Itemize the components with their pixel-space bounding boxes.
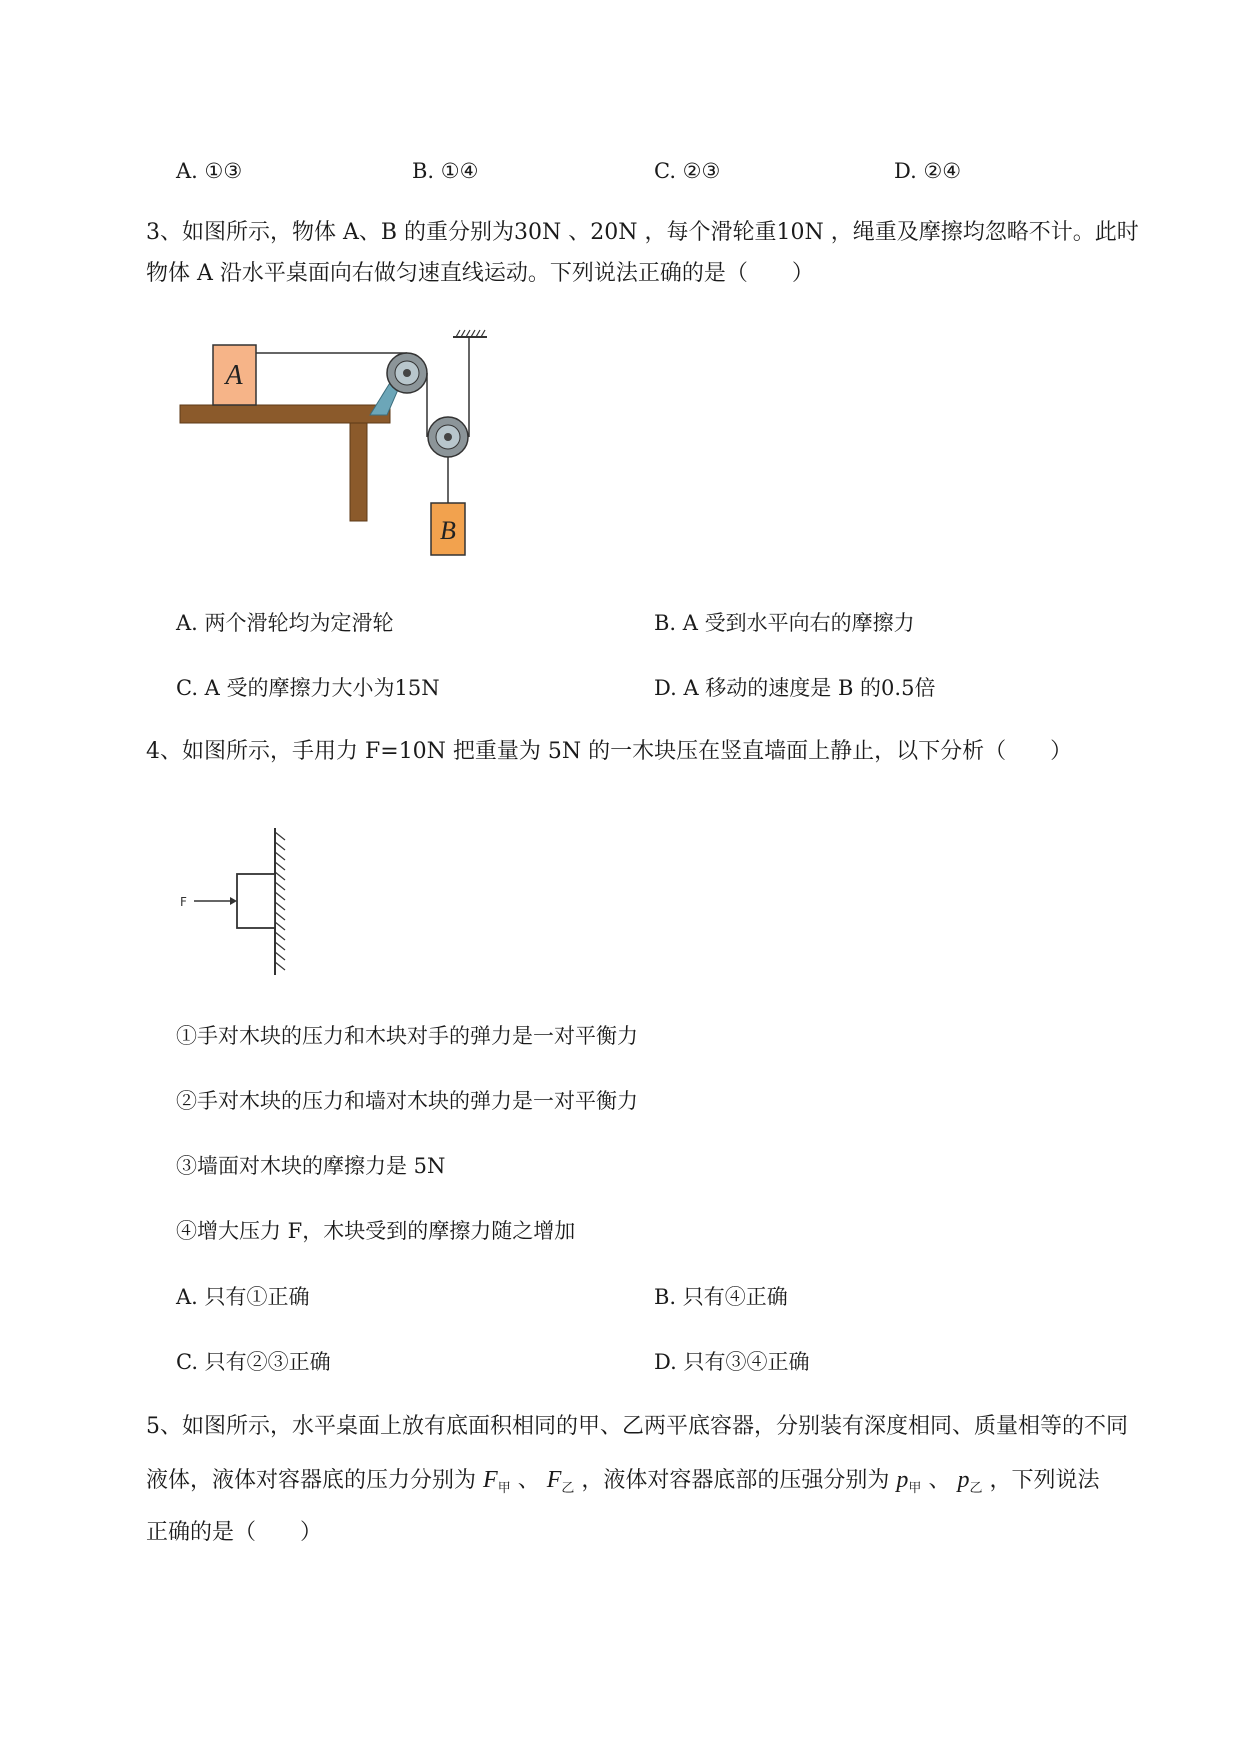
question-5-line-2 — [146, 1466, 1099, 1503]
option-b: B. ①④ — [412, 159, 479, 183]
q3-option-c: C. A 受的摩擦力大小为15N — [176, 676, 440, 700]
force-jia-sub: 甲 — [497, 1481, 511, 1496]
block-a-label: A — [225, 360, 243, 391]
force-jia-symbol: F — [483, 1467, 498, 1493]
question-4-line-1: 4、如图所示，手用力 F=10N 把重量为 5N 的一木块压在竖直墙面上静止，以下分析（ ） — [146, 739, 1073, 764]
table-top — [180, 405, 390, 423]
force-yi-symbol: F — [546, 1467, 562, 1493]
q5-sep-2: 、 — [928, 1468, 951, 1493]
wood-block — [237, 874, 275, 928]
q3-option-d: D. A 移动的速度是 B 的0.5倍 — [654, 676, 936, 700]
question-5-line-1: 5、如图所示，水平桌面上放有底面积相同的甲、乙两平底容器，分别装有深度相同、质量相等的不同 — [146, 1414, 1129, 1439]
q4-option-d: D. 只有③④正确 — [654, 1350, 810, 1374]
pressure-yi-sub: 乙 — [969, 1481, 983, 1496]
pressure-jia-sub: 甲 — [908, 1481, 922, 1496]
q4-statement-3: ③墙面对木块的摩擦力是 5N — [176, 1154, 446, 1178]
option-a: A. ①③ — [176, 159, 243, 183]
q4-option-b: B. 只有④正确 — [654, 1285, 788, 1309]
force-label: F — [180, 895, 187, 909]
q4-statement-4: ④增大压力 F，木块受到的摩擦力随之增加 — [176, 1219, 576, 1243]
q4-option-a: A. 只有①正确 — [176, 1285, 310, 1309]
question-5-line-3: 正确的是（ ） — [146, 1520, 323, 1545]
q5-sep-1: 、 — [517, 1468, 540, 1493]
q4-statement-2: ②手对木块的压力和墙对木块的弹力是一对平衡力 — [176, 1089, 638, 1113]
q3-option-a: A. 两个滑轮均为定滑轮 — [176, 611, 394, 635]
q5-text-c: ，下列说法 — [989, 1468, 1100, 1493]
block-b-label: B — [440, 516, 456, 545]
force-yi-sub: 乙 — [561, 1481, 575, 1496]
question-3-line-2: 物体 A 沿水平桌面向右做匀速直线运动。下列说法正确的是（ ） — [146, 261, 814, 286]
option-d: D. ②④ — [894, 159, 962, 183]
question-3-line-1: 3、如图所示，物体 A、B 的重分别为30N 、20N ，每个滑轮重10N ，绳重及摩擦均忽略不计。此时 — [146, 220, 1139, 245]
option-c: C. ②③ — [654, 159, 721, 183]
q4-option-c: C. 只有②③正确 — [176, 1350, 331, 1374]
q4-statement-1: ①手对木块的压力和木块对手的弹力是一对平衡力 — [176, 1024, 638, 1048]
table-leg — [350, 423, 367, 521]
pressure-jia-symbol: p — [896, 1467, 909, 1493]
pressure-yi-symbol: p — [957, 1467, 970, 1493]
wall-block-figure — [170, 820, 300, 980]
pulley-figure — [175, 325, 505, 565]
q5-text-b: ，液体对容器底部的压强分别为 — [581, 1468, 890, 1493]
wall-hatching — [275, 832, 285, 970]
q5-text-a: 液体，液体对容器底的压力分别为 — [146, 1468, 477, 1493]
ceiling-mount — [453, 330, 487, 337]
q3-option-b: B. A 受到水平向右的摩擦力 — [654, 611, 915, 635]
